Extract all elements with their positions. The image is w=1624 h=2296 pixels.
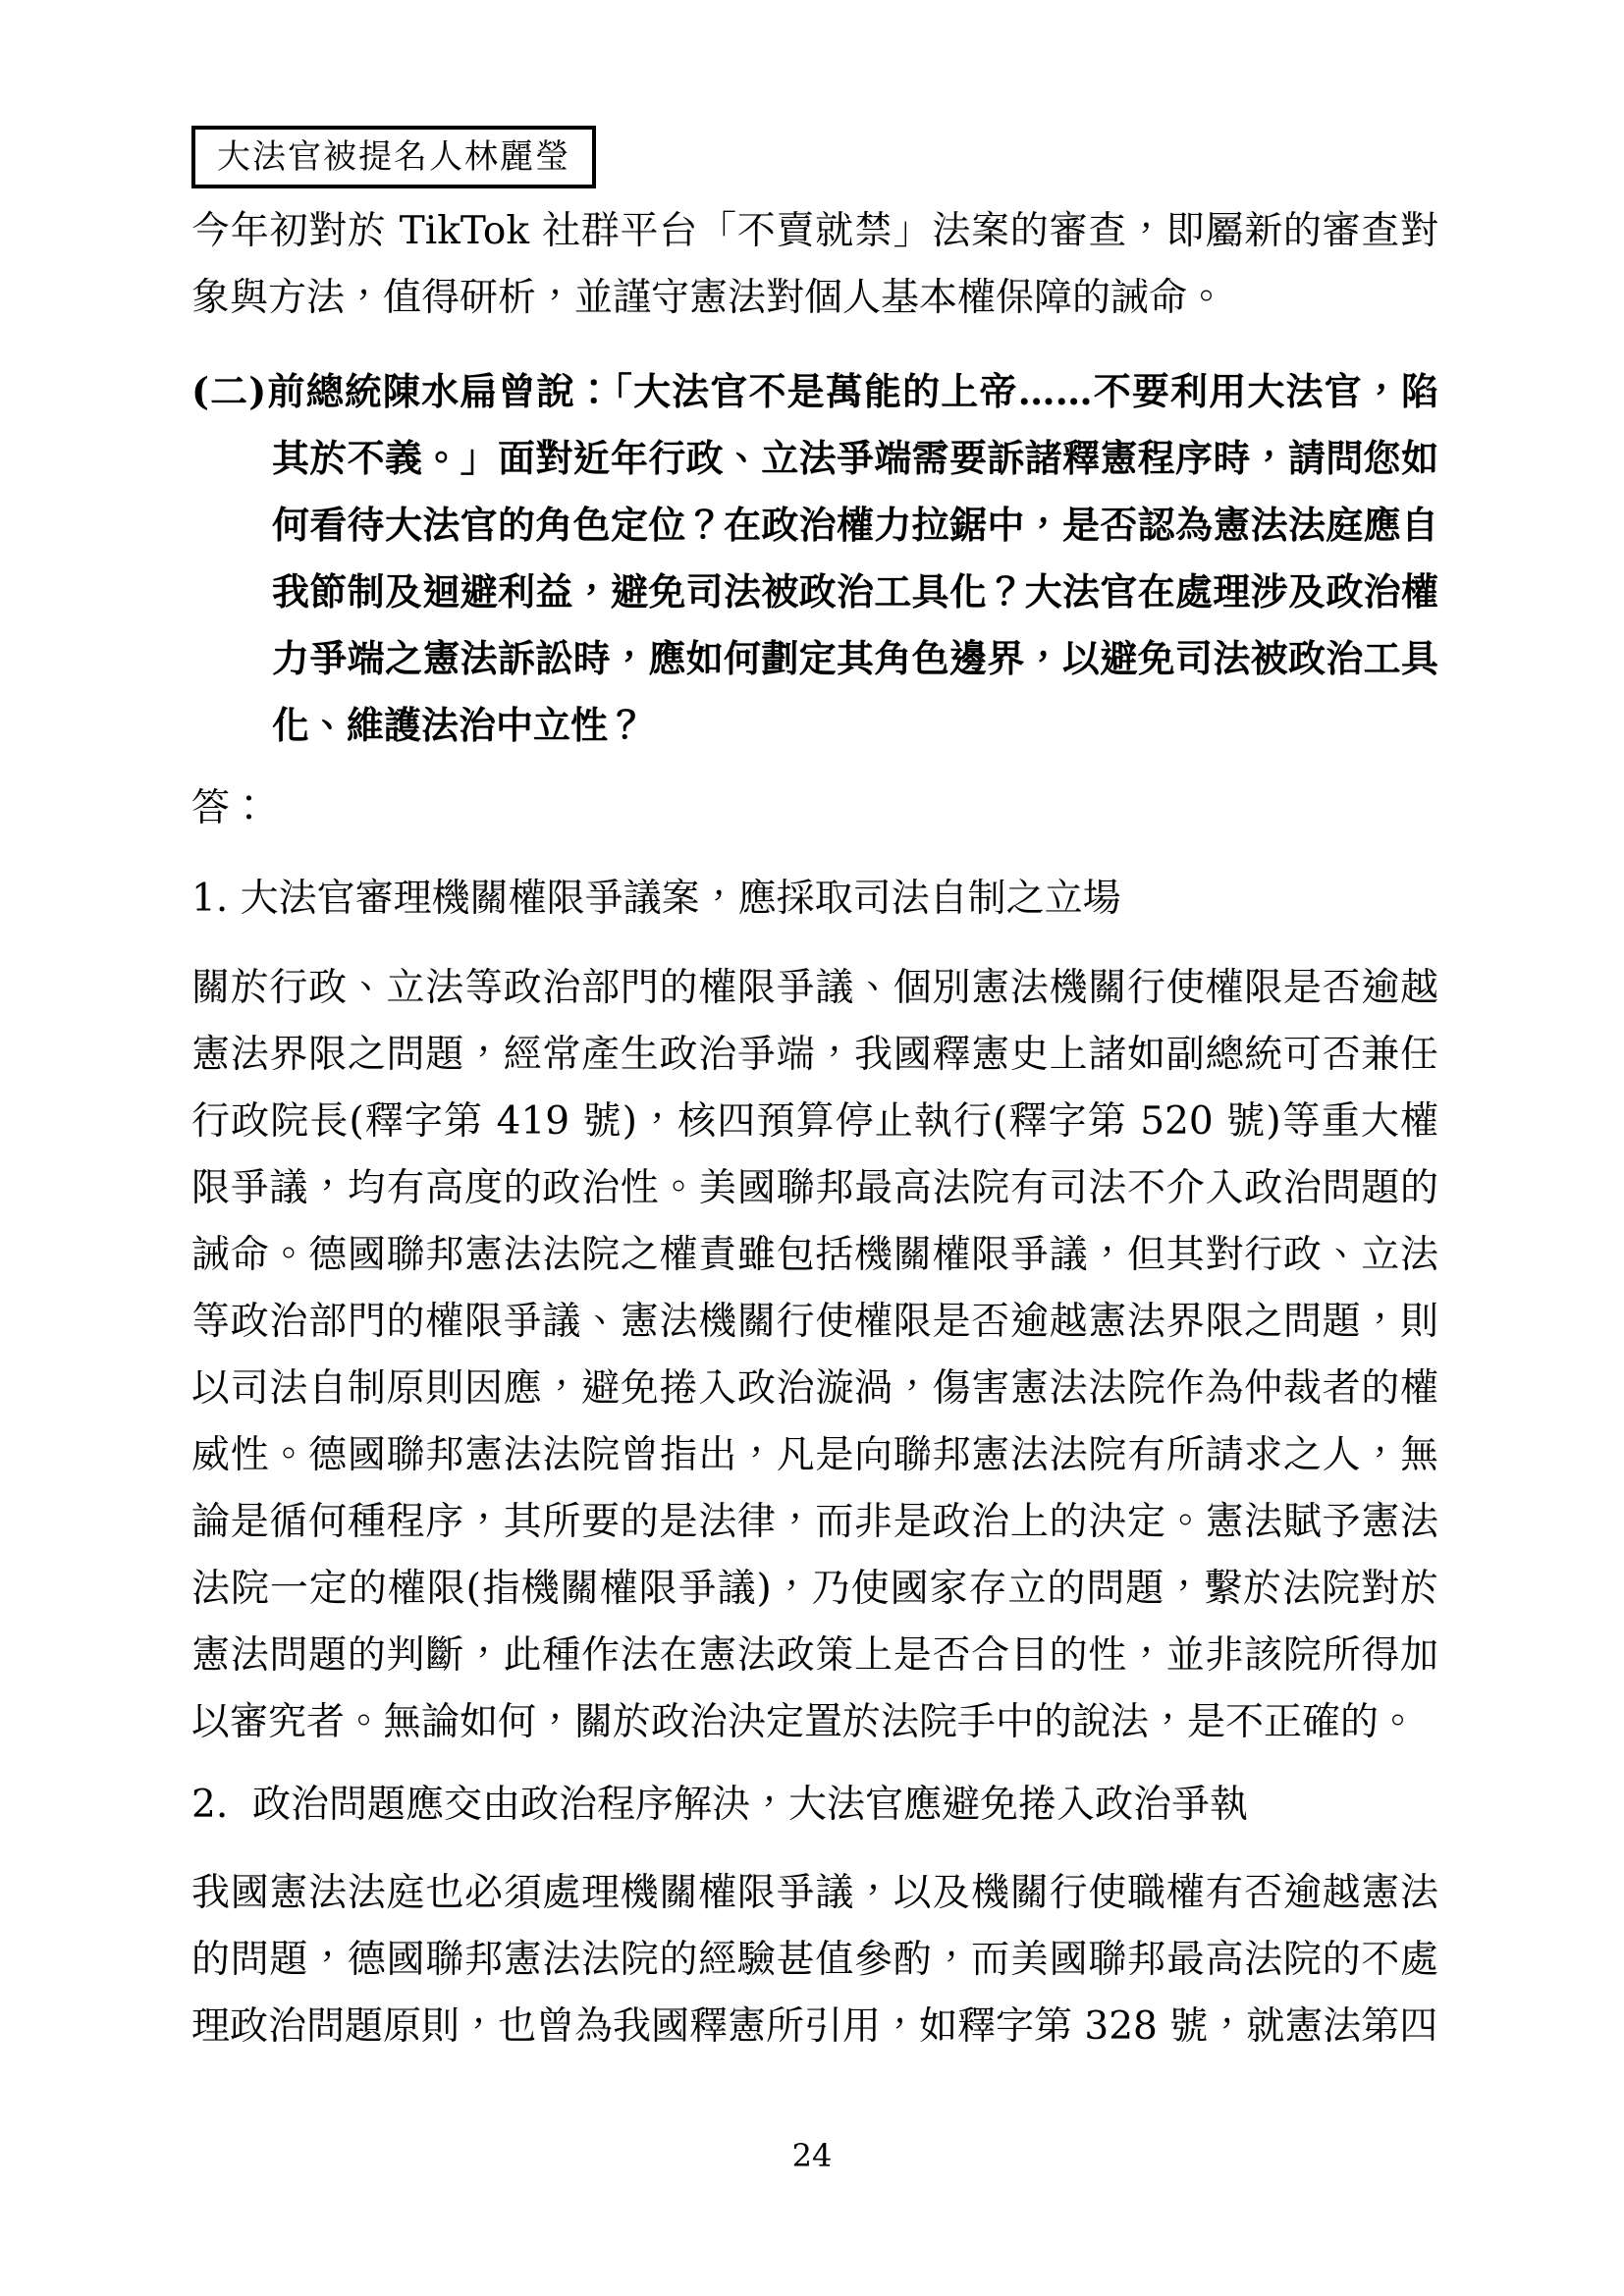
nominee-name-box — [191, 126, 596, 188]
question-item-label: (二) — [191, 369, 267, 413]
page-number: 24 — [791, 2137, 833, 2174]
answer-label: 答： — [191, 786, 269, 830]
intro-paragraph: 今年初對於 TikTok 社群平台「不賣就禁」法案的審查，即屬新的審查對象與方法，值得研析，並謹守憲法對個人基本權保障的誡命。 — [191, 209, 1438, 320]
question-text: 前總統陳水扁曾說：「大法官不是萬能的上帝……不要利用大法官，陷其於不義。」面對近年行政、立法爭端需要訴諸釋憲程序時，請問您如何看待大法官的角色定位？在政治權力拉鋸中，是否認為憲法法庭應自我節制及迴避利益，避免司法被政治工具化？大法官在處理涉及政治權力爭端之憲法訴訟時，應如何劃定其角色邊界，以避免司法被政治工具化、維護法治中立性？ — [266, 369, 1438, 747]
section1-body: 關於行政、立法等政治部門的權限爭議、個別憲法機關行使權限是否逾越憲法界限之問題，經常產生政治爭端，我國釋憲史上諸如副總統可否兼任行政院長(釋字第 419 號)，核四預算停止執行(釋字第 520 號)等重大權限爭議，均有高度的政治性。美國聯邦最高法院有司法不介入政治問題的誡命。德國聯邦憲法法院之權責雖包括機關權限爭議，但其對行政、立法等政治部門的權限爭議、憲法機關行使權限是否逾越憲法界限之問題，則以司法自制原則因應，避免捲入政治漩渦，傷害憲法法院作為仲裁者的權威性。德國聯邦憲法法院曾指出，凡是向聯邦憲法法院有所請求之人，無論是循何種程序，其所要的是法律，而非是政治上的決定。憲法賦予憲法法院一定的權限(指機關權限爭議)，乃使國家存立的問題，繫於法院對於憲法問題的判斷，此種作法在憲法政策上是否合目的性，並非該院所得加以審究者。無論如何，關於政治決定置於法院手中的說法，是不正確的。 — [191, 966, 1438, 1744]
section2-body: 我國憲法法庭也必須處理機關權限爭議，以及機關行使職權有否逾越憲法的問題，德國聯邦憲法法院的經驗甚值參酌，而美國聯邦最高法院的不處理政治問題原則，也曾為我國釋憲所引用，如釋字第 328 號，就憲法第四 — [191, 1871, 1438, 2049]
question-block — [191, 358, 1438, 759]
section1-heading: 1. 大法官審理機關權限爭議案，應採取司法自制之立場 — [191, 877, 1121, 921]
nominee-name-label: 大法官被提名人林麗瑩 — [217, 137, 570, 177]
section2-heading: 2. 政治問題應交由政治程序解決，大法官應避免捲入政治爭執 — [191, 1783, 1249, 1827]
